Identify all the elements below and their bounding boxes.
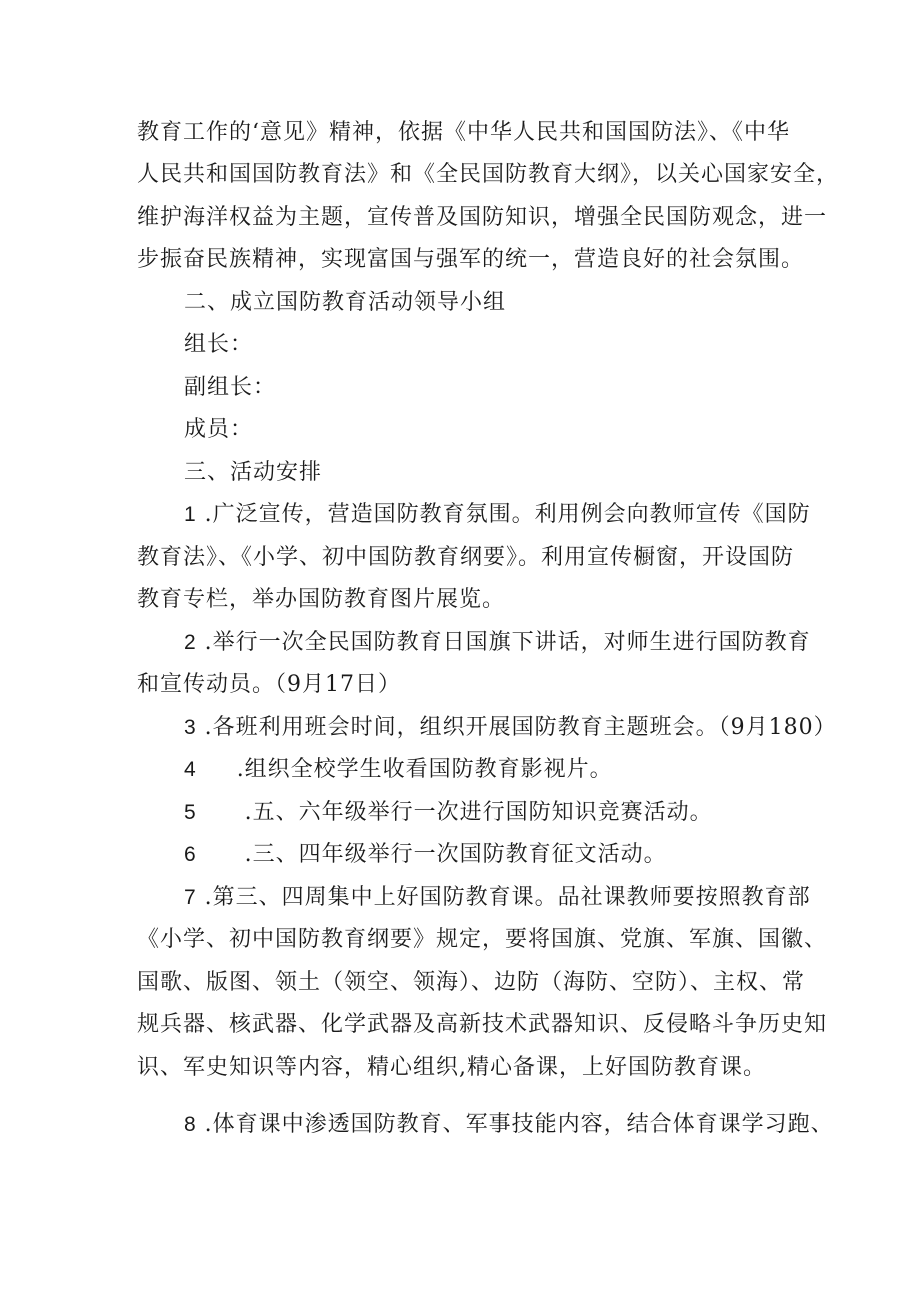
deputy-label: 副组长： (184, 375, 277, 400)
item-4-number: 4 (184, 758, 197, 781)
item-1-number: 1 (184, 503, 197, 526)
item-2-number: 2 (184, 631, 197, 654)
intro-line-3: 维护海洋权益为主题，宣传普及国防知识，增强全民国防观念，进一 (137, 205, 828, 230)
item-7-line-2: 《小学、初中国防教育纲要》规定，要将国旗、党旗、军旗、国徽、 (137, 927, 828, 952)
item-1-line-3: 教育专栏，举办国防教育图片展览。 (137, 587, 506, 612)
item-1-line-1: 1 .广泛宣传，营造国防教育氛围。利用例会向教师宣传《国防 (184, 502, 811, 527)
item-6-line-1: 6 .三、四年级举行一次国防教育征文活动。 (184, 842, 667, 867)
item-7-line-4: 规兵器、核武器、化学武器及高新技术武器知识、反侵略斗争历史知 (137, 1012, 828, 1037)
leader-label: 组长： (184, 332, 254, 357)
item-7-line-1: 7 .第三、四周集中上好国防教育课。品社课教师要按照教育部 (184, 885, 811, 910)
item-7-number: 7 (184, 886, 197, 909)
item-3-number: 3 (184, 716, 197, 739)
item-1-line-2: 教育法》、《小学、初中国防教育纲要》。利用宣传橱窗，开设国防 (137, 545, 795, 570)
intro-line-4: 步振奋民族精神，实现富国与强军的统一，营造良好的社会氛围。 (137, 247, 805, 272)
intro-line-1: 教育工作的‘意见》精神，依据《中华人民共和国国防法》、《中华 (137, 120, 790, 145)
item-7-line-5: 识、军史知识等内容，精心组织,精心备课，上好国防教育课。 (137, 1055, 766, 1080)
intro-line-2: 人民共和国国防教育法》和《全民国防教育大纲》，以关心国家安全， (137, 162, 840, 187)
item-8-line-1: 8 .体育课中渗透国防教育、军事技能内容，结合体育课学习跑、 (184, 1112, 834, 1137)
item-2-line-1: 2 .举行一次全民国防教育日国旗下讲话，对师生进行国防教育 (184, 630, 811, 655)
item-4-line-1: 4 .组织全校学生收看国防教育影视片。 (184, 757, 613, 782)
item-8-number: 8 (184, 1113, 197, 1136)
item-5-line-1: 5 .五、六年级举行一次进行国防知识竞赛活动。 (184, 800, 713, 825)
item-2-line-2: 和宣传动员。（9月17日） (137, 672, 401, 697)
section2-heading: 二、成立国防教育活动领导小组 (184, 290, 507, 315)
item-7-line-3: 国歌、版图、领土（领空、领海）、边防（海防、空防）、主权、常 (137, 970, 806, 995)
item-6-number: 6 (184, 843, 197, 866)
item-3-line-1: 3 .各班利用班会时间，组织开展国防教育主题班会。（9月180） (184, 715, 837, 740)
section3-heading: 三、活动安排 (184, 460, 323, 485)
members-label: 成员： (184, 417, 254, 442)
item-5-number: 5 (184, 801, 197, 824)
